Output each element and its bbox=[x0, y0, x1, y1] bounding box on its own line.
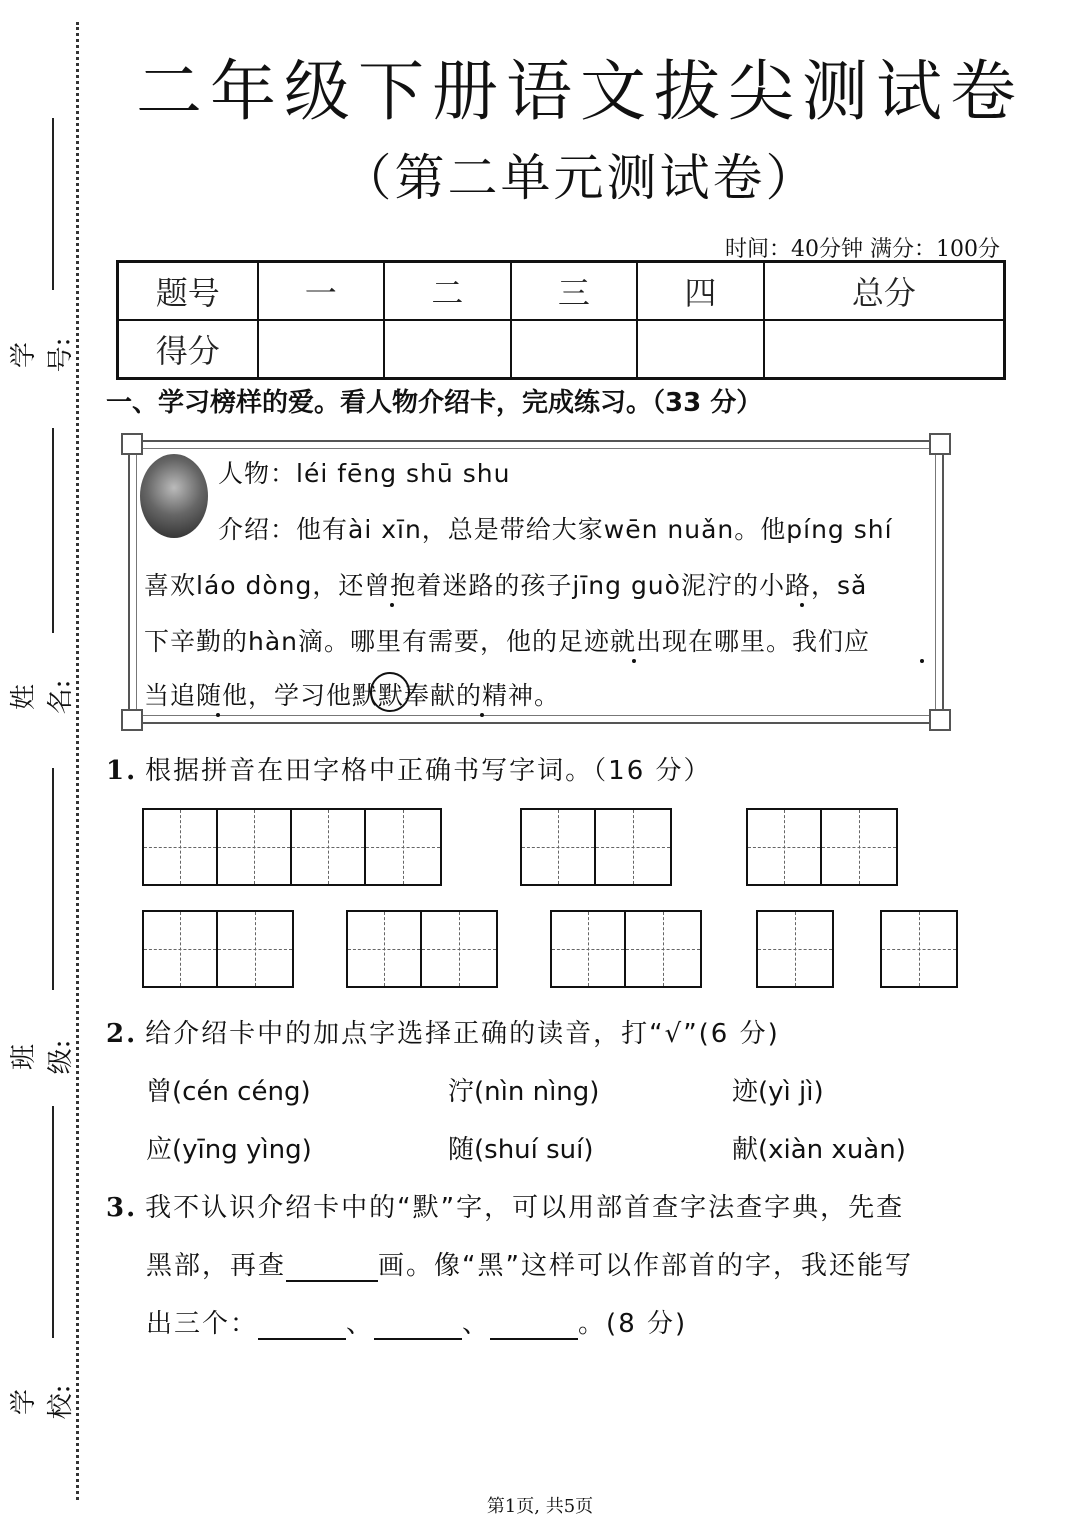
score-header-cell: 四 bbox=[637, 262, 764, 321]
card-line-5: 当追随他，学习他默默奉献的精神。 bbox=[144, 681, 561, 710]
writing-grid-4[interactable] bbox=[142, 808, 442, 886]
pronunciation-option[interactable]: 应(yīng yìng) bbox=[146, 1135, 312, 1165]
pronunciation-option[interactable]: 曾(cén céng) bbox=[146, 1077, 311, 1107]
emphasis-dot bbox=[216, 713, 220, 717]
card-line-3: 喜欢láo dòng，还曾抱着迷路的孩子jīng guò泥泞的小路，sǎ bbox=[144, 571, 868, 600]
time-info: 时间：40分钟 满分：100分 bbox=[725, 237, 1000, 262]
question-3-text: 画。像“黑”这样可以作部首的字，我还能写 bbox=[378, 1251, 913, 1281]
pronunciation-option[interactable]: 随(shuí suí) bbox=[448, 1135, 594, 1165]
question-3-text: 出三个： bbox=[146, 1309, 259, 1339]
lei-feng-portrait bbox=[140, 454, 208, 538]
card-line-intro: 介绍：他有ài xīn，总是带给大家wēn nuǎn。他píng shí bbox=[218, 515, 893, 544]
pronunciation-option[interactable]: 泞(nìn nìng) bbox=[448, 1077, 600, 1107]
emphasis-dot bbox=[390, 603, 394, 607]
score-cell[interactable] bbox=[764, 320, 1005, 379]
binding-dashed-line bbox=[76, 22, 79, 1500]
question-2-number: 2. bbox=[106, 1019, 138, 1049]
score-header-cell: 三 bbox=[511, 262, 638, 321]
card-corner-ornament bbox=[121, 433, 143, 455]
card-corner-ornament bbox=[929, 709, 951, 731]
separator: 、 bbox=[346, 1309, 375, 1339]
score-cell[interactable] bbox=[384, 320, 511, 379]
score-cell[interactable] bbox=[637, 320, 764, 379]
class-label: 班级: bbox=[9, 1039, 76, 1075]
exam-title: 二年级下册语文拔尖测试卷 bbox=[136, 53, 1024, 130]
emphasis-dot bbox=[800, 603, 804, 607]
writing-grid-2[interactable] bbox=[520, 808, 672, 886]
score-header-cell: 一 bbox=[258, 262, 385, 321]
card-line-person: 人物：léi fēng shū shu bbox=[218, 459, 511, 488]
radical-answer-blank[interactable] bbox=[258, 1312, 346, 1340]
question-3-line-3 bbox=[146, 1303, 687, 1340]
question-2-text: 给介绍卡中的加点字选择正确的读音，打“√”(6 分) bbox=[145, 1019, 780, 1049]
score-table-score-row bbox=[118, 320, 1005, 379]
exam-subtitle: （第二单元测试卷） bbox=[341, 149, 819, 207]
writing-grid-2[interactable] bbox=[142, 910, 294, 988]
writing-grid-2[interactable] bbox=[746, 808, 898, 886]
section-1-heading: 一、学习榜样的爱。看人物介绍卡，完成练习。（33 分） bbox=[106, 388, 763, 418]
score-header-cell: 题号 bbox=[118, 262, 258, 321]
question-3-line-1: 我不认识介绍卡中的“默”字，可以用部首查字法查字典，先查 bbox=[145, 1193, 905, 1223]
writing-grid-1[interactable] bbox=[880, 910, 958, 988]
radical-answer-blank[interactable] bbox=[374, 1312, 462, 1340]
school-label: 学校: bbox=[9, 1384, 76, 1420]
stroke-count-blank[interactable] bbox=[286, 1254, 378, 1282]
score-header-cell: 总分 bbox=[764, 262, 1005, 321]
score-header-cell: 二 bbox=[384, 262, 511, 321]
score-table-header-row bbox=[118, 262, 1005, 321]
question-2 bbox=[106, 1013, 780, 1050]
circled-character-mark bbox=[370, 672, 410, 712]
emphasis-dot bbox=[632, 659, 636, 663]
score-cell[interactable] bbox=[511, 320, 638, 379]
writing-grid-2[interactable] bbox=[346, 910, 498, 988]
separator: 、 bbox=[462, 1309, 491, 1339]
pronunciation-option[interactable]: 迹(yì jì) bbox=[732, 1077, 824, 1107]
writing-grid-1[interactable] bbox=[756, 910, 834, 988]
question-1-text: 根据拼音在田字格中正确书写字词。（16 分） bbox=[145, 756, 712, 786]
radical-answer-blank[interactable] bbox=[490, 1312, 578, 1340]
school-line bbox=[52, 1106, 54, 1338]
score-cell[interactable] bbox=[258, 320, 385, 379]
pronunciation-option[interactable]: 献(xiàn xuàn) bbox=[732, 1135, 906, 1165]
question-3 bbox=[106, 1187, 904, 1224]
question-1-number: 1. bbox=[106, 756, 138, 786]
score-table bbox=[116, 260, 1006, 380]
card-corner-ornament bbox=[929, 433, 951, 455]
question-3-line-2 bbox=[146, 1245, 913, 1282]
name-line bbox=[52, 428, 54, 633]
name-label: 姓名: bbox=[9, 679, 76, 715]
emphasis-dot bbox=[480, 713, 484, 717]
student-id-label: 学号: bbox=[9, 337, 76, 373]
emphasis-dot bbox=[920, 659, 924, 663]
writing-grid-2[interactable] bbox=[550, 910, 702, 988]
student-id-line bbox=[52, 118, 54, 290]
question-1 bbox=[106, 750, 712, 787]
question-3-text: 黑部，再查 bbox=[146, 1251, 287, 1281]
question-3-end: 。(8 分) bbox=[578, 1309, 688, 1339]
card-corner-ornament bbox=[121, 709, 143, 731]
page-number: 第1页, 共5页 bbox=[486, 1496, 594, 1517]
class-line bbox=[52, 768, 54, 990]
score-row-label: 得分 bbox=[118, 320, 258, 379]
question-3-number: 3. bbox=[106, 1193, 138, 1223]
card-line-4: 下辛勤的hàn滴。哪里有需要，他的足迹就出现在哪里。我们应 bbox=[144, 627, 871, 656]
